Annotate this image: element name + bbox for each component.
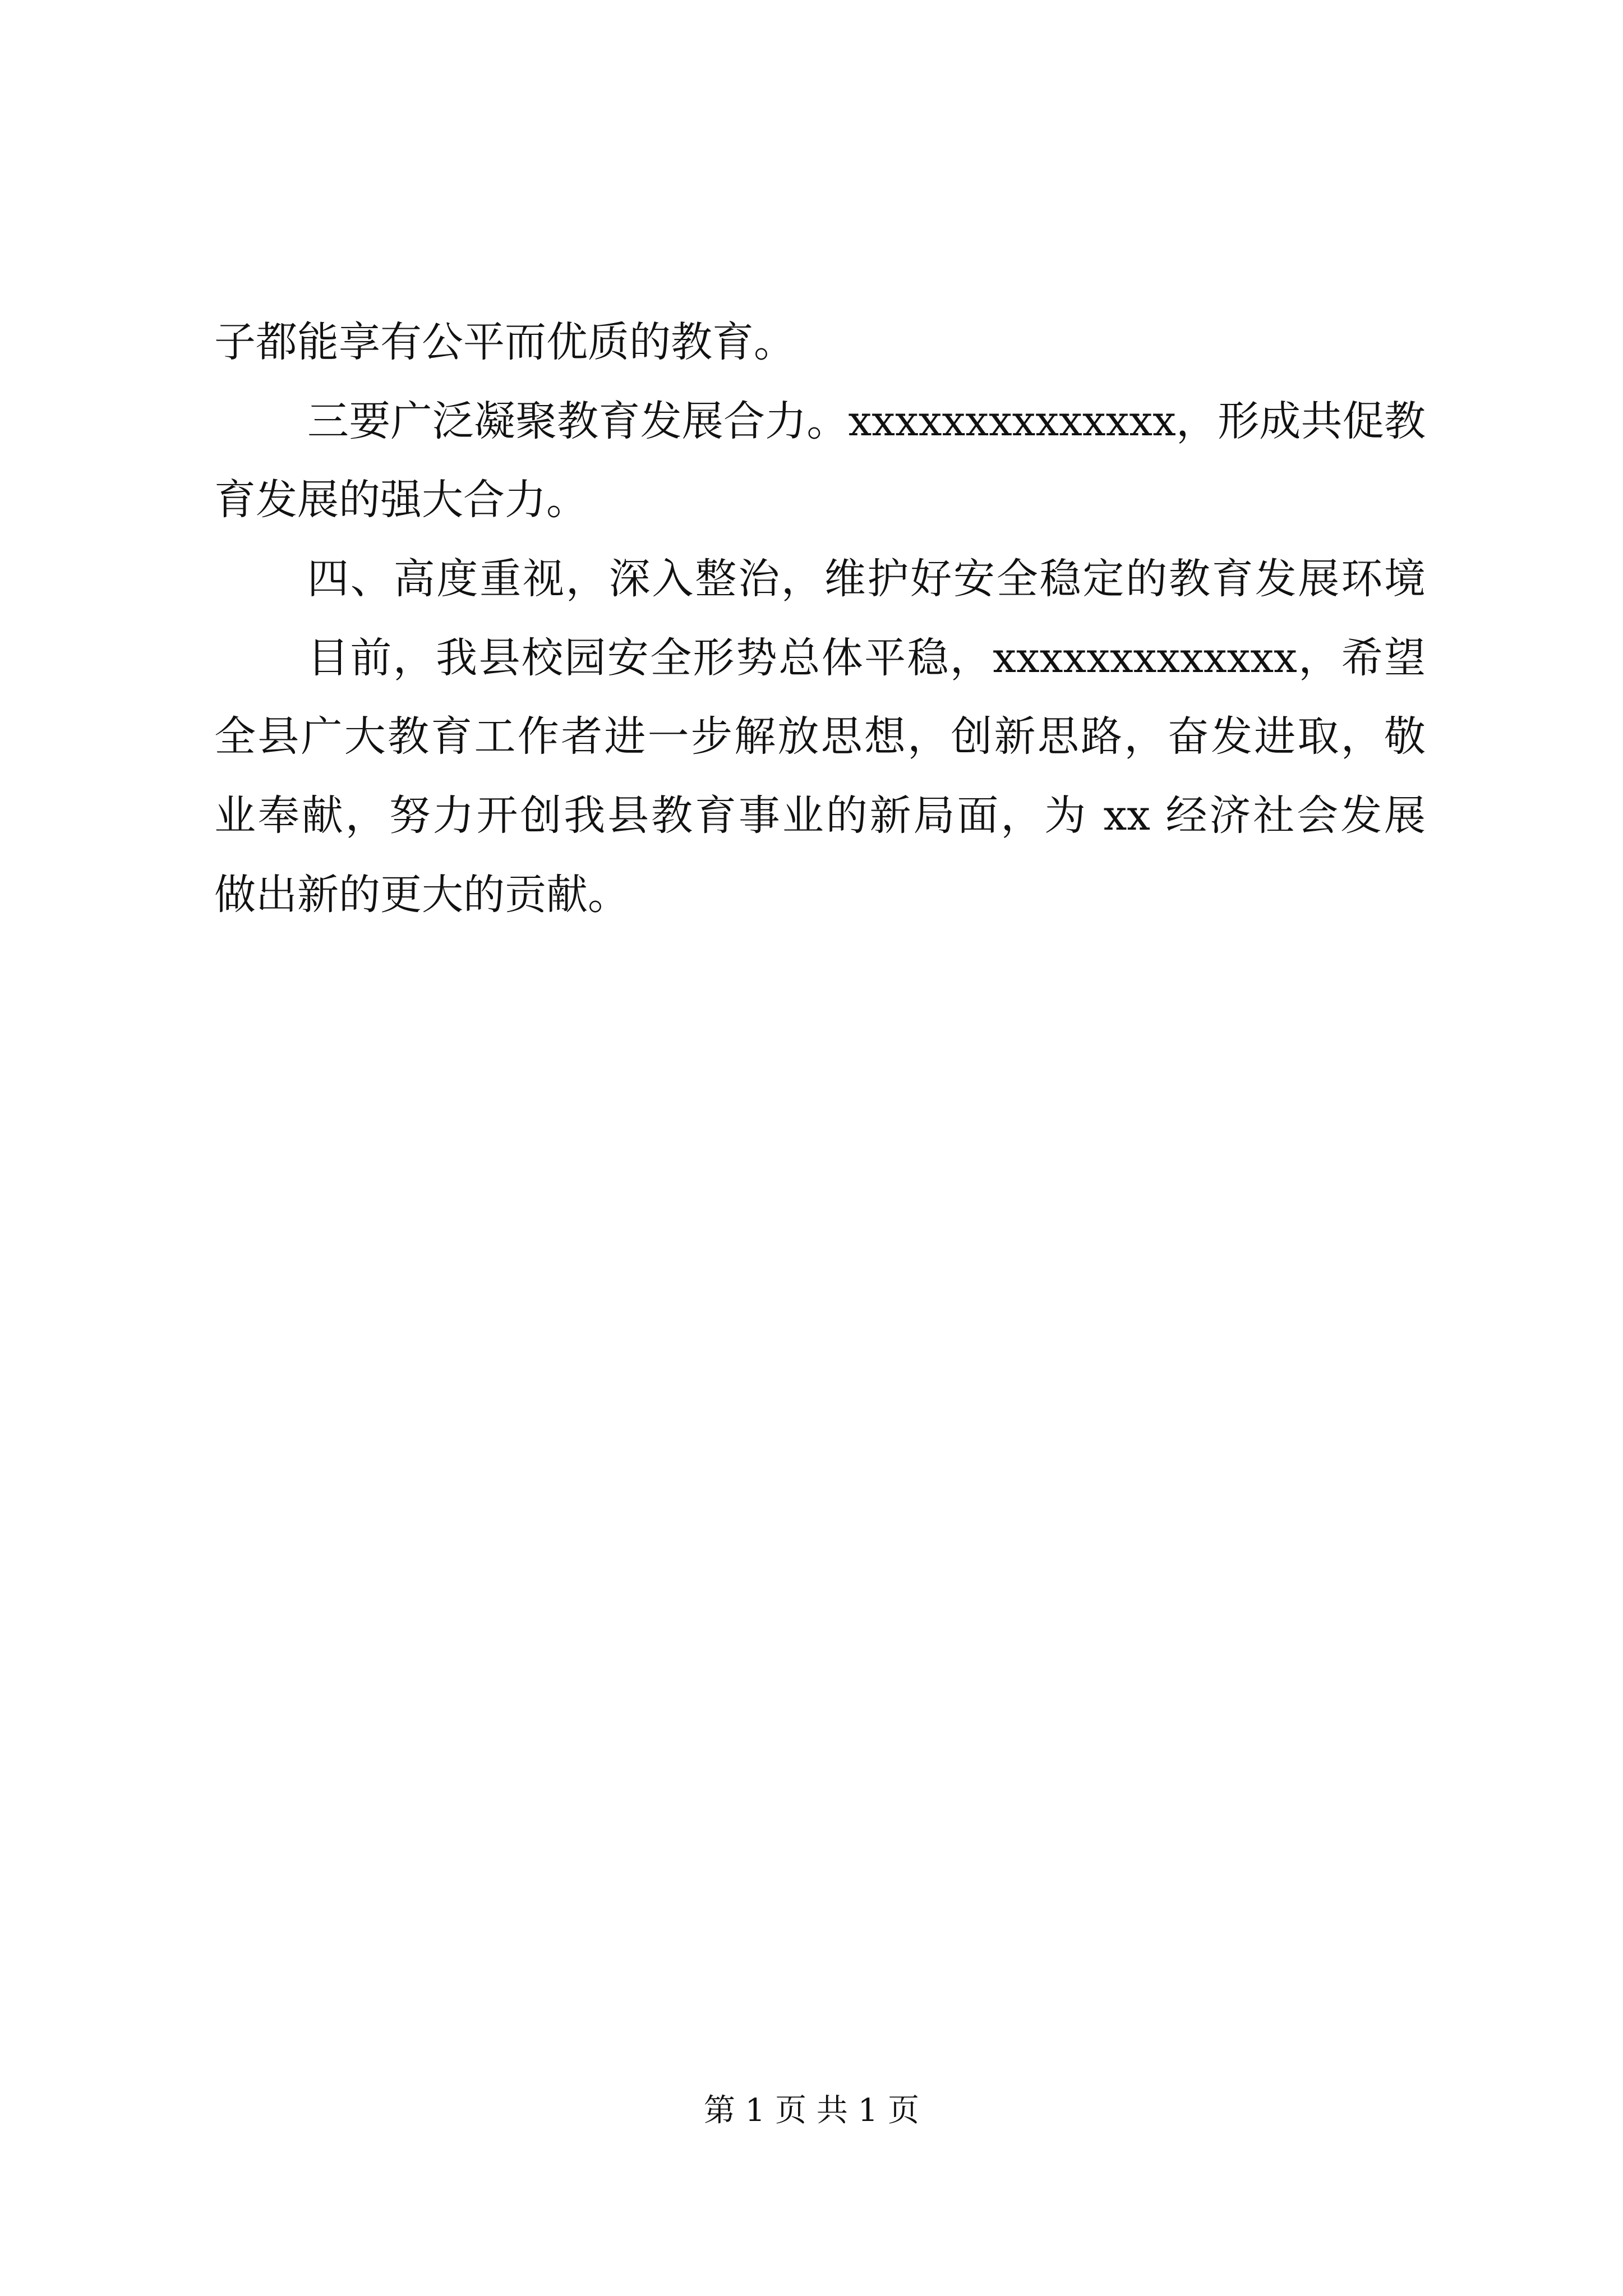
body-text-line-2: 三要广泛凝聚教育发展合力。xxxxxxxxxxxxxx，形成共促教 — [307, 397, 1426, 445]
body-text-line-6: 全县广大教育工作者进一步解放思想，创新思路，奋发进取，敬 — [214, 712, 1426, 761]
body-text-line-7: 业奉献，努力开创我县教育事业的新局面，为 xx 经济社会发展 — [214, 792, 1426, 840]
body-text-line-8: 做出新的更大的贡献。 — [214, 871, 629, 919]
page-number-footer: 第 1 页 共 1 页 — [703, 2092, 920, 2129]
body-text-line-3: 育发展的强大合力。 — [214, 476, 588, 524]
section-heading: 四、高度重视，深入整治，维护好安全稳定的教育发展环境 — [307, 555, 1426, 603]
body-text-line-5: 目前，我县校园安全形势总体平稳，xxxxxxxxxxxxx，希望 — [307, 634, 1426, 682]
body-text-line-1: 子都能享有公平而优质的教育。 — [214, 318, 795, 366]
